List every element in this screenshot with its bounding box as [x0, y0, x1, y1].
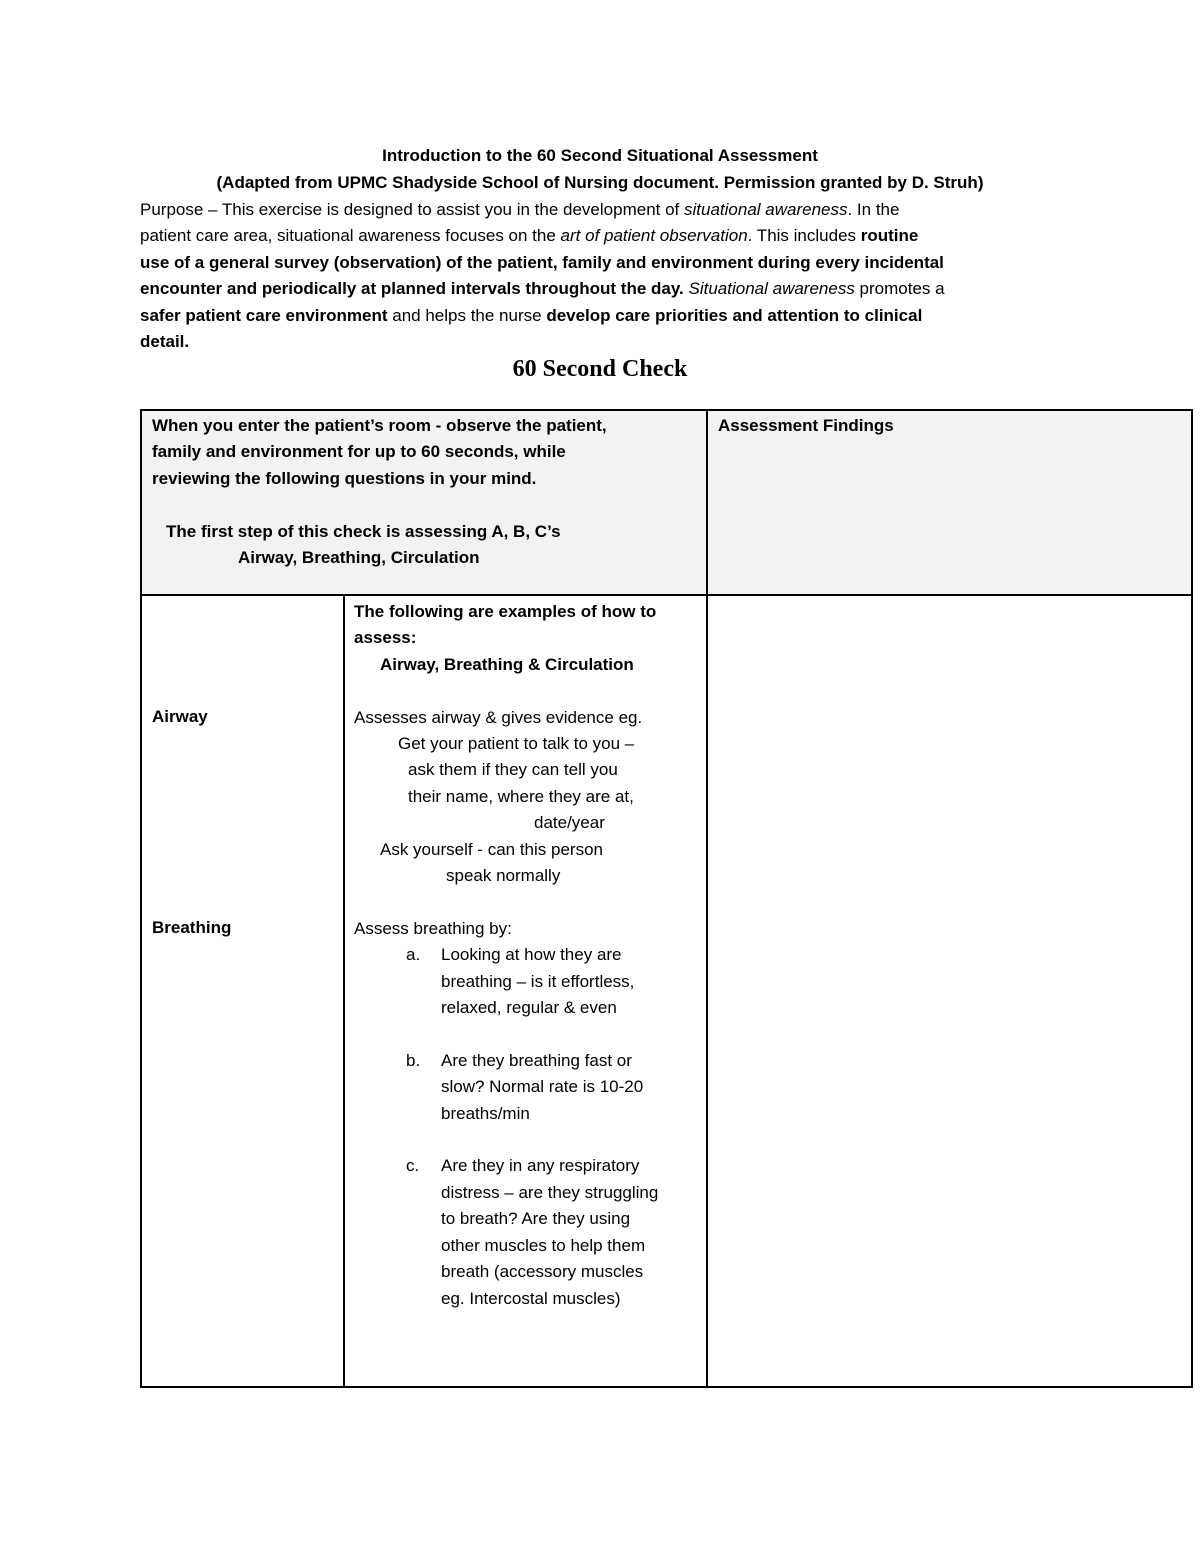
examples-line: Assess breathing by:	[354, 918, 512, 938]
list-item	[354, 942, 658, 1021]
purpose-line: detail.	[140, 332, 190, 352]
table-column-divider	[343, 595, 345, 1388]
list-line: Are they breathing fast or	[441, 1050, 632, 1070]
examples-spacer	[354, 1127, 658, 1153]
list-line: breathing – is it effortless,	[441, 971, 635, 991]
purpose-bold: develop care priorities and attention to clinical	[546, 305, 923, 325]
examples-line: Airway, Breathing & Circulation	[380, 654, 634, 674]
list-line: slow? Normal rate is 10-20	[441, 1077, 644, 1097]
purpose-emphasis: Situational awareness	[688, 279, 855, 299]
list-line: distress – are they struggling	[441, 1182, 659, 1202]
list-line: eg. Intercostal muscles)	[441, 1288, 621, 1308]
purpose-line	[140, 303, 1070, 329]
purpose-text: and helps the nurse	[387, 305, 547, 325]
table-row-divider	[140, 594, 1193, 596]
examples-line: Assesses airway & gives evidence eg.	[354, 707, 643, 727]
list-line: breath (accessory muscles	[441, 1262, 644, 1282]
assessment-findings-header: Assessment Findings	[718, 416, 894, 435]
header-line: family and environment for up to 60 seconds, while	[152, 442, 566, 462]
examples-line: Ask yourself - can this person	[380, 839, 603, 859]
purpose-bold: routine	[860, 226, 919, 246]
header-instructions	[152, 413, 607, 571]
purpose-text: Purpose – This exercise is designed to assist you in the development of	[140, 200, 684, 219]
list-line: to breath? Are they using	[441, 1209, 631, 1229]
purpose-bold: safer patient care environment	[140, 305, 388, 325]
breathing-label: Breathing	[152, 918, 232, 937]
header-line: The first step of this check is assessing A, B, C’s	[166, 521, 561, 541]
purpose-line	[140, 197, 1070, 223]
purpose-text: . This includes	[747, 226, 861, 246]
purpose-emphasis: situational awareness	[684, 200, 848, 219]
purpose-line	[140, 276, 1070, 302]
check-heading: 60 Second Check	[512, 356, 688, 382]
purpose-line: use of a general survey (observation) of the patient, family and environment during every incidental	[140, 252, 944, 272]
examples-line: speak normally	[446, 866, 561, 886]
document-subtitle: (Adapted from UPMC Shadyside School of Nursing document. Permission granted by D. Struh)	[216, 173, 984, 192]
list-marker: a.	[406, 945, 421, 965]
list-line: Looking at how they are	[441, 945, 622, 965]
examples-line: ask them if they can tell you	[408, 760, 618, 780]
examples-line: The following are examples of how to	[354, 602, 657, 621]
purpose-text: . In the	[847, 200, 900, 219]
examples-spacer	[354, 1021, 658, 1047]
purpose-line	[140, 223, 1070, 249]
examples-cell	[354, 599, 658, 1312]
header-line: reviewing the following questions in your mind.	[152, 468, 537, 488]
table-column-divider	[706, 409, 708, 1388]
examples-line: date/year	[534, 813, 605, 833]
examples-line: assess:	[354, 628, 417, 648]
list-line: other muscles to help them	[441, 1235, 646, 1255]
purpose-text: promotes a	[854, 279, 945, 299]
purpose-emphasis: art of patient observation	[560, 226, 748, 246]
purpose-text: patient care area, situational awareness focuses on the	[140, 226, 561, 246]
header-line: Airway, Breathing, Circulation	[238, 548, 480, 568]
examples-line: Get your patient to talk to you –	[398, 734, 635, 754]
document-title: Introduction to the 60 Second Situational Assessment	[382, 146, 818, 165]
purpose-paragraph	[140, 197, 1070, 355]
list-item	[354, 1048, 658, 1127]
list-line: Are they in any respiratory	[441, 1156, 640, 1176]
purpose-bold: encounter and periodically at planned intervals throughout the day.	[140, 279, 684, 299]
examples-line: their name, where they are at,	[408, 786, 634, 806]
list-marker: c.	[406, 1156, 420, 1176]
examples-spacer	[354, 889, 658, 915]
list-line: relaxed, regular & even	[441, 998, 617, 1018]
list-line: breaths/min	[441, 1103, 530, 1123]
airway-label: Airway	[152, 707, 208, 726]
list-marker: b.	[406, 1050, 421, 1070]
examples-spacer	[354, 678, 658, 704]
header-line: When you enter the patient’s room - observe the patient,	[152, 416, 607, 435]
list-item	[354, 1153, 658, 1311]
header-spacer	[152, 492, 607, 518]
